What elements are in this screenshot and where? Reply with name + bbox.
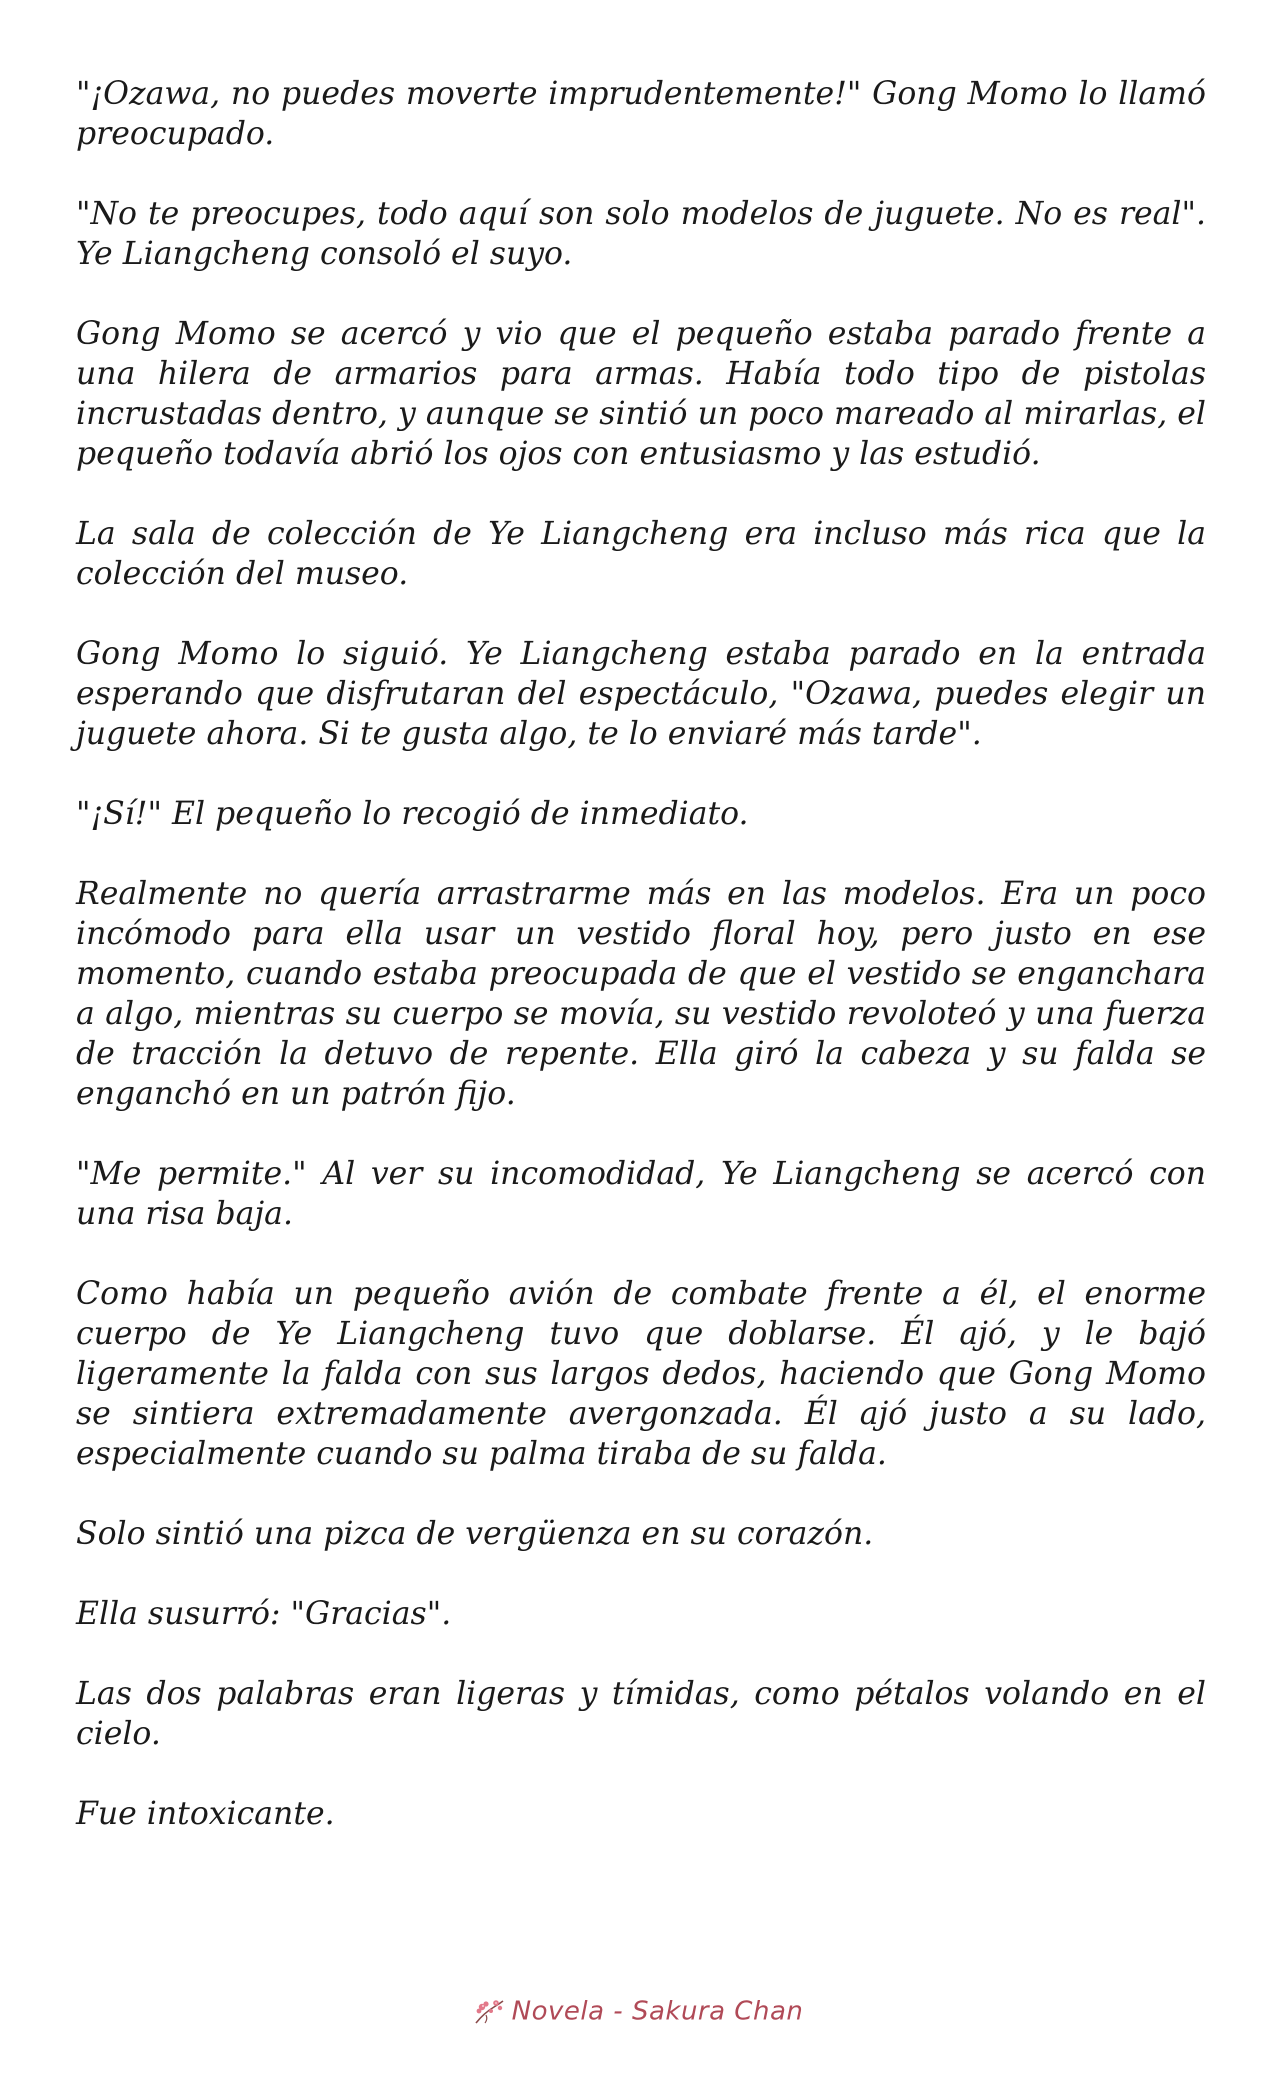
footer-brand-text: Novela - Sakura Chan <box>511 1996 804 2027</box>
paragraph: Ella susurró: "Gracias". <box>76 1596 452 1632</box>
paragraph: "¡Sí!" El pequeño lo recogió de inmediato. <box>76 796 749 832</box>
paragraph: Fue intoxicante. <box>76 1796 335 1832</box>
paragraph: "No te preocupes, todo aquí son solo modelos de juguete. No es real". Ye Liangcheng consoló el suyo. <box>76 196 1206 272</box>
paragraph: Gong Momo se acercó y vio que el pequeño estaba parado frente a una hilera de armarios para armas. Había todo tipo de pistolas incrustadas dentro, y aunque se sintió un poco mareado al mirarlas, el pequeño todavía abrió los ojos con entusiasmo y las estudió. <box>76 316 1206 472</box>
sakura-blossom-icon <box>472 1997 506 2027</box>
paragraph: Solo sintió una pizca de vergüenza en su corazón. <box>76 1516 874 1552</box>
document-body <box>76 74 1206 1874</box>
paragraph: "Me permite." Al ver su incomodidad, Ye Liangcheng se acercó con una risa baja. <box>76 1156 1206 1232</box>
footer-watermark <box>0 1996 1275 2027</box>
paragraph: La sala de colección de Ye Liangcheng era incluso más rica que la colección del museo. <box>76 516 1206 592</box>
paragraph: Realmente no quería arrastrarme más en las modelos. Era un poco incómodo para ella usar un vestido floral hoy, pero justo en ese momento, cuando estaba preocupada de que el vestido se enganchara a algo, mientras su cuerpo se movía, su vestido revoloteó y una fuerza de tracción la detuvo de repente. Ella giró la cabeza y su falda se enganchó en un patrón fijo. <box>76 876 1206 1112</box>
paragraph: Como había un pequeño avión de combate frente a él, el enorme cuerpo de Ye Liangcheng tuvo que doblarse. Él ajó, y le bajó ligeramente la falda con sus largos dedos, haciendo que Gong Momo se sintiera extremadamente avergonzada. Él ajó justo a su lado, especialmente cuando su palma tiraba de su falda. <box>76 1276 1206 1472</box>
paragraph: Las dos palabras eran ligeras y tímidas, como pétalos volando en el cielo. <box>76 1676 1206 1752</box>
paragraph: "¡Ozawa, no puedes moverte imprudentemente!" Gong Momo lo llamó preocupado. <box>76 76 1206 152</box>
paragraph: Gong Momo lo siguió. Ye Liangcheng estaba parado en la entrada esperando que disfrutaran del espectáculo, "Ozawa, puedes elegir un juguete ahora. Si te gusta algo, te lo enviaré más tarde". <box>76 636 1206 752</box>
